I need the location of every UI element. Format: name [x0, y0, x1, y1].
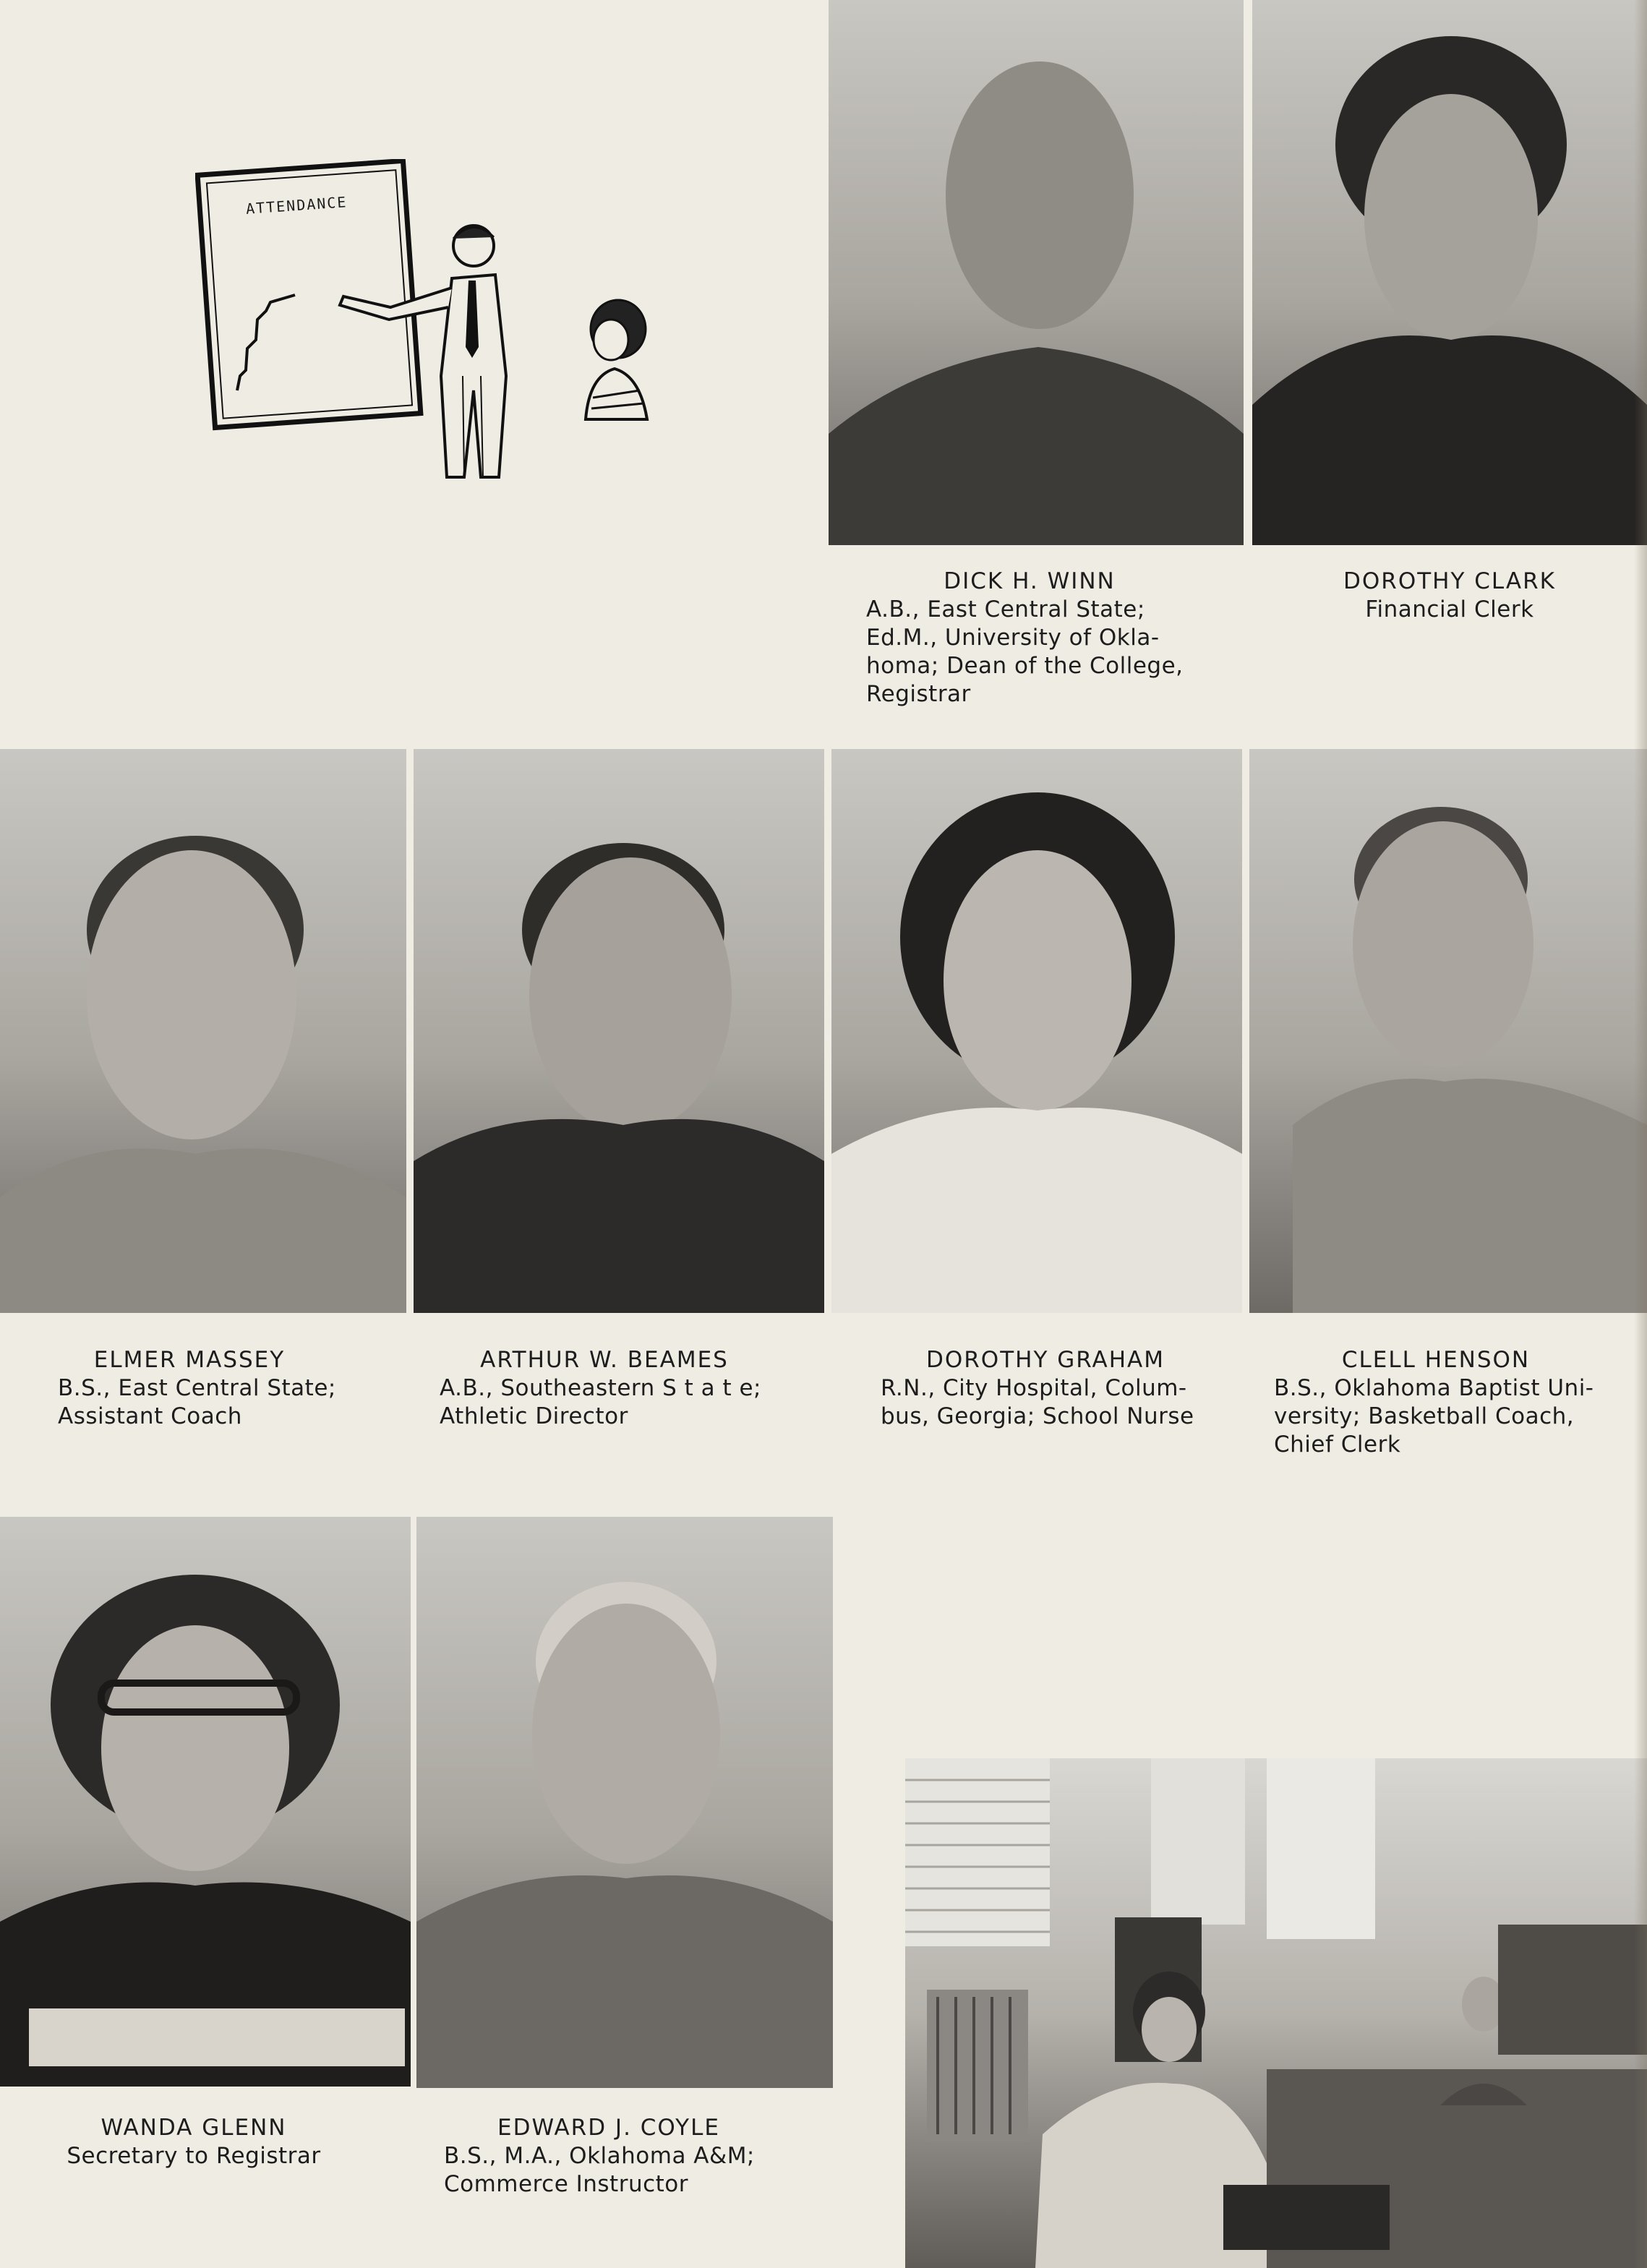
faculty-name: CLELL HENSON: [1341, 1347, 1531, 1373]
faculty-credentials-line: Commerce Instructor: [444, 2171, 689, 2197]
portrait-photo-edward-coyle: [416, 1517, 833, 2088]
portrait-silhouette: [831, 749, 1242, 1313]
faculty-credentials-line: Secretary to Registrar: [67, 2143, 321, 2169]
caption-arthur-beames: [440, 1346, 769, 1431]
faculty-credentials-line: bus, Georgia; School Nurse: [881, 1403, 1194, 1429]
faculty-credentials-line: A.B., East Central State;: [866, 596, 1145, 622]
caption-elmer-massey: [58, 1346, 386, 1431]
caption-clell-henson: [1274, 1346, 1598, 1459]
faculty-credentials-line: B.S., East Central State;: [58, 1375, 336, 1401]
faculty-credentials-line: Registrar: [866, 681, 971, 707]
caption-dorothy-clark: [1301, 568, 1598, 624]
portrait-photo-dorothy-clark: [1252, 0, 1647, 545]
faculty-credentials-line: R.N., City Hospital, Colum-: [881, 1375, 1187, 1401]
attendance-illustration: [195, 159, 687, 492]
attendance-chart-label: ATTENDANCE: [245, 193, 348, 218]
faculty-name: DOROTHY GRAHAM: [925, 1347, 1165, 1373]
portrait-silhouette: [1252, 0, 1647, 545]
portrait-photo-dick-winn: [829, 0, 1244, 545]
faculty-credentials-line: versity; Basketball Coach,: [1274, 1403, 1575, 1429]
portrait-silhouette: [0, 1517, 411, 2087]
faculty-name: ARTHUR W. BEAMES: [480, 1347, 729, 1373]
faculty-name: DICK H. WINN: [944, 568, 1116, 594]
portrait-photo-clell-henson: [1249, 749, 1647, 1313]
faculty-name: ELMER MASSEY: [93, 1347, 286, 1373]
portrait-photo-arthur-beames: [414, 749, 824, 1313]
faculty-name: EDWARD J. COYLE: [497, 2115, 720, 2141]
faculty-credentials-line: Chief Clerk: [1274, 1432, 1401, 1458]
caption-dick-winn: [866, 568, 1193, 709]
portrait-silhouette: [829, 0, 1244, 545]
portrait-photo-dorothy-graham: [831, 749, 1242, 1313]
caption-wanda-glenn: [43, 2114, 344, 2170]
faculty-credentials-line: B.S., Oklahoma Baptist Uni-: [1274, 1375, 1594, 1401]
faculty-credentials-line: homa; Dean of the College,: [866, 653, 1184, 679]
faculty-credentials-line: Ed.M., University of Okla-: [866, 625, 1160, 651]
faculty-name: WANDA GLENN: [100, 2115, 287, 2141]
portrait-photo-wanda-glenn: [0, 1517, 411, 2087]
caption-edward-coyle: [444, 2114, 774, 2199]
faculty-credentials-line: B.S., M.A., Oklahoma A&M;: [444, 2143, 755, 2169]
portrait-silhouette: [416, 1517, 833, 2088]
caption-dorothy-graham: [881, 1346, 1210, 1431]
page-binding-shadow: [1634, 0, 1647, 2268]
portrait-silhouette: [414, 749, 824, 1313]
portrait-silhouette: [0, 749, 406, 1313]
faculty-credentials-line: A.B., Southeastern S t a t e;: [440, 1375, 762, 1401]
office-scene-photo: [905, 1758, 1647, 2268]
faculty-credentials-line: Financial Clerk: [1365, 596, 1534, 622]
faculty-credentials-line: Athletic Director: [440, 1403, 628, 1429]
faculty-credentials-line: Assistant Coach: [58, 1403, 242, 1429]
faculty-name: DOROTHY CLARK: [1343, 568, 1556, 594]
office-scene-drawing: [905, 1758, 1647, 2268]
portrait-photo-elmer-massey: [0, 749, 406, 1313]
portrait-silhouette: [1249, 749, 1647, 1313]
